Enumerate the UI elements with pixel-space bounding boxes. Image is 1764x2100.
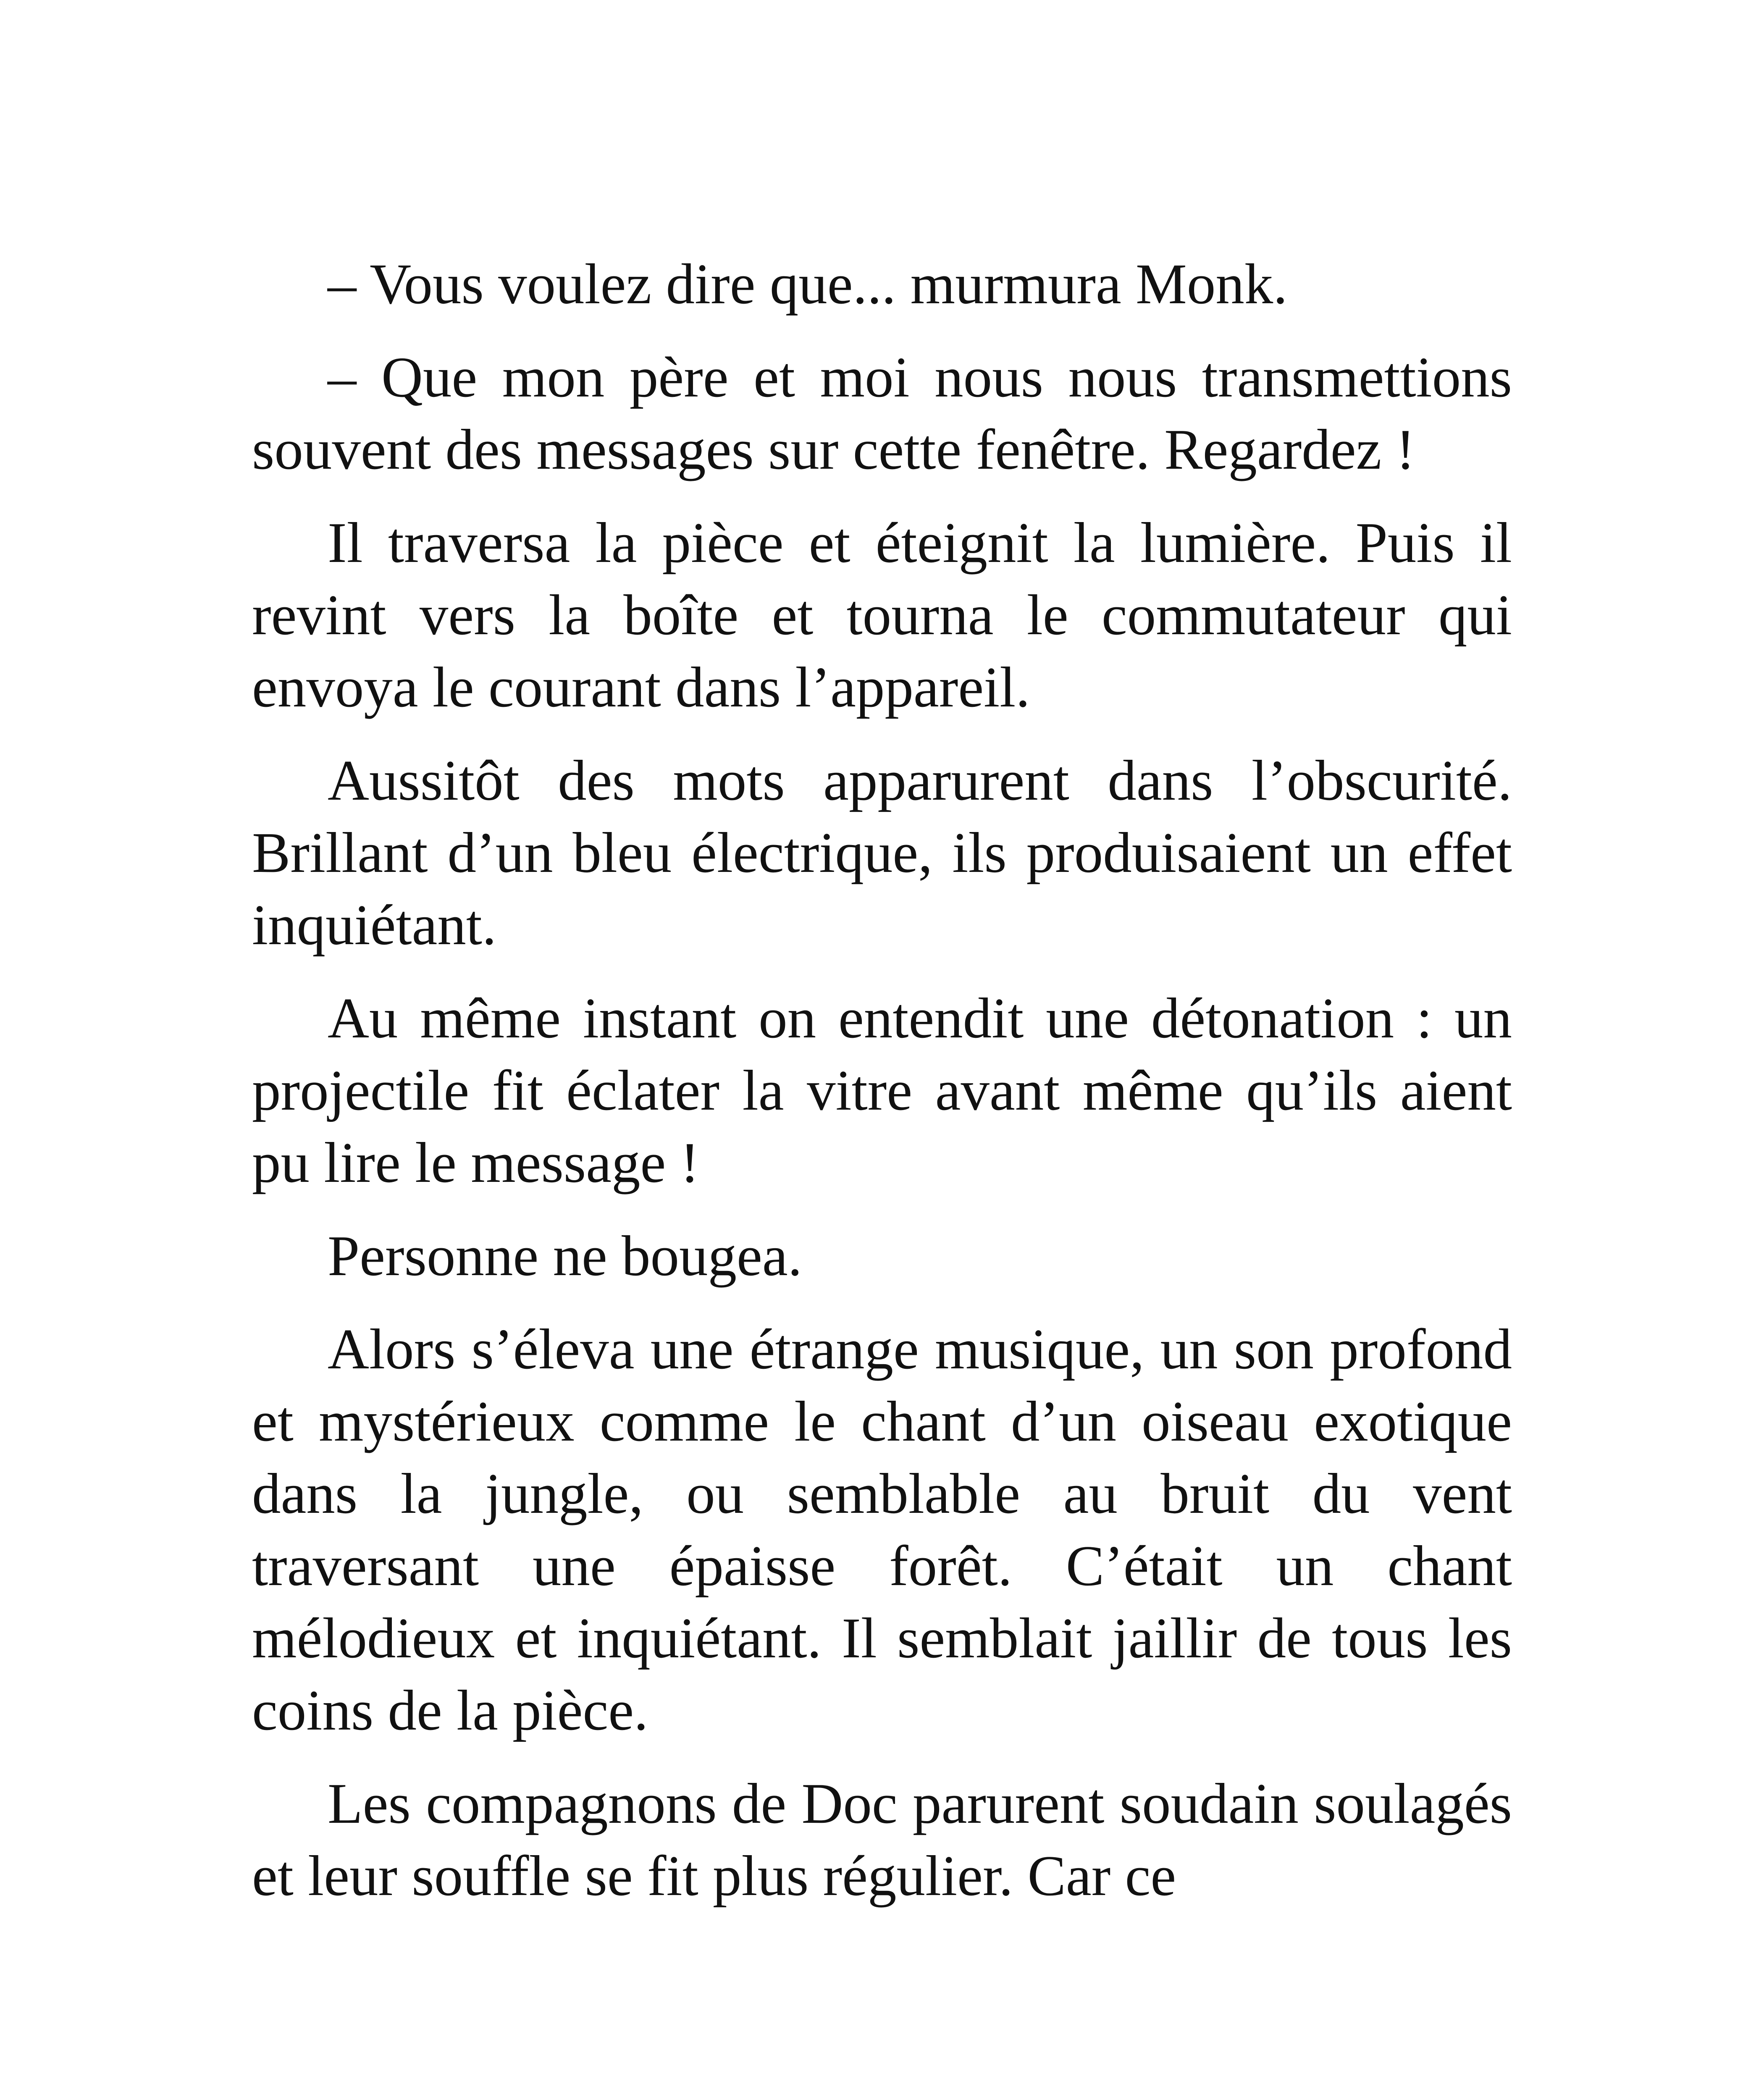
paragraph-6: Personne ne bougea. — [328, 1224, 802, 1288]
body-text — [252, 248, 1512, 1933]
paragraph-5: Au même instant on entendit une détonation : un projectile fit éclater la vitre avant même qu’ils aient pu lire le message ! — [252, 986, 1512, 1194]
paragraph-4: Aussitôt des mots apparurent dans l’obscurité. Brillant d’un bleu électrique, ils produisaient un effet inquiétant. — [252, 748, 1512, 957]
paragraph-2: – Que mon père et moi nous nous transmettions souvent des messages sur cette fenêtre. Regardez ! — [252, 345, 1512, 481]
paragraph-3: Il traversa la pièce et éteignit la lumière. Puis il revint vers la boîte et tourna le commutateur qui envoya le courant dans l’appareil. — [252, 511, 1512, 719]
paragraph-7: Alors s’éleva une étrange musique, un son profond et mystérieux comme le chant d’un oiseau exotique dans la jungle, ou semblable au bruit du vent traversant une épaisse forêt. C’était un chant mélodieux et inquiétant. Il semblait jaillir de tous les coins de la pièce. — [252, 1317, 1512, 1742]
paragraph-8: Les compagnons de Doc parurent soudain soulagés et leur souffle se fit plus régulier. Car ce — [252, 1772, 1512, 1908]
paragraph-1: – Vous voulez dire que... murmura Monk. — [328, 252, 1288, 316]
